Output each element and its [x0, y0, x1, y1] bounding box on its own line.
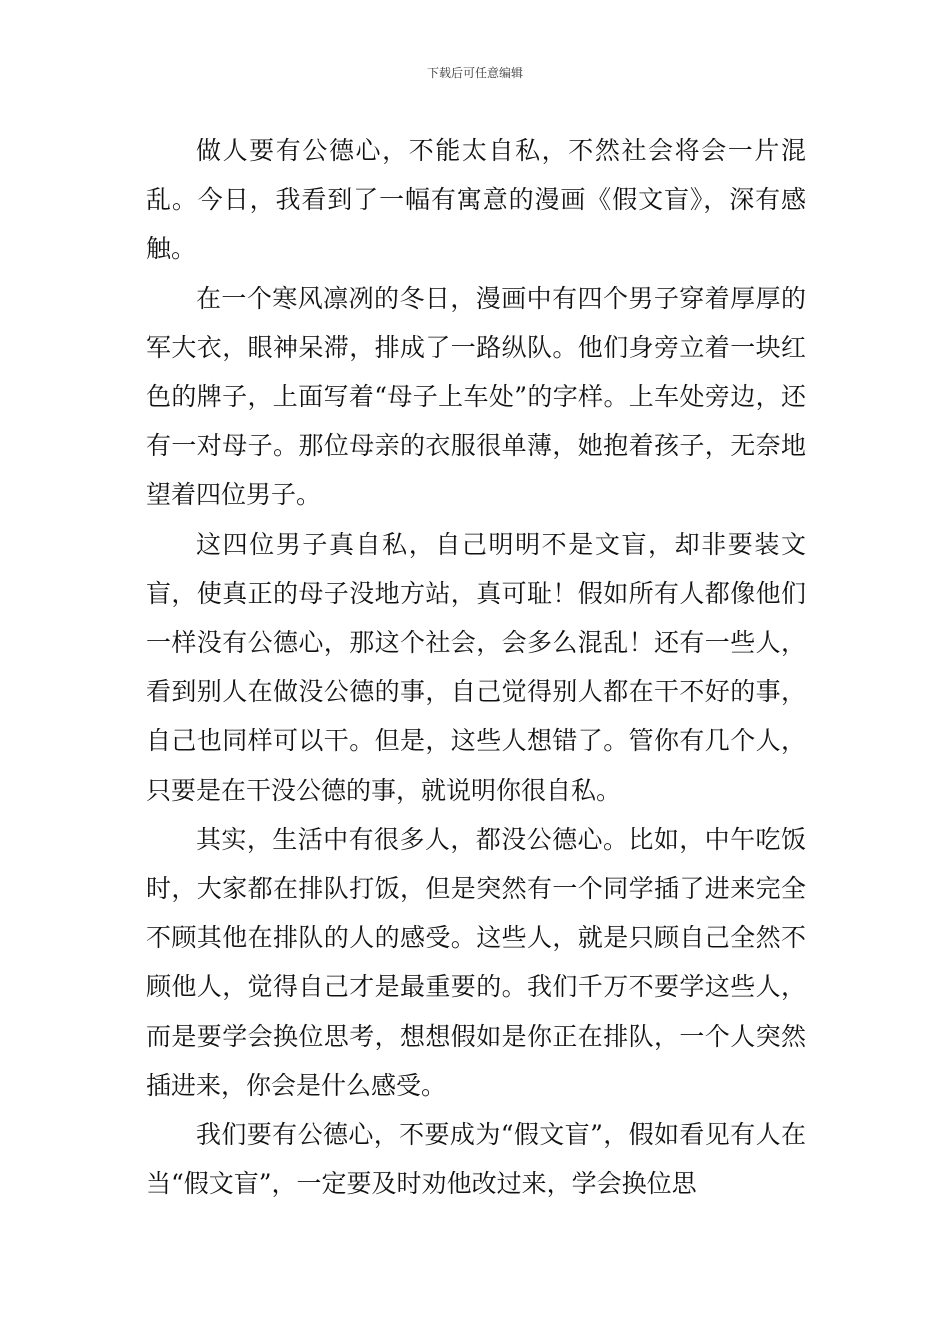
paragraph-5: 我们要有公德心，不要成为“假文盲”，假如看见有人在当“假文盲”，一定要及时劝他改过来，学会换位思	[146, 1120, 806, 1199]
document-body	[146, 126, 806, 1208]
paragraph-1: 做人要有公德心，不能太自私，不然社会将会一片混乱。今日，我看到了一幅有寓意的漫画《假文盲》，深有感触。	[146, 136, 806, 264]
paragraph-4: 其实，生活中有很多人，都没公德心。比如，中午吃饭时，大家都在排队打饭，但是突然有一个同学插了进来完全不顾其他在排队的人的感受。这些人，就是只顾自己全然不顾他人，觉得自己才是最重要的。我们千万不要学这些人，而是要学会换位思考，想想假如是你正在排队，一个人突然插进来，你会是什么感受。	[146, 824, 806, 1100]
page-header: 下载后可任意编辑	[426, 66, 523, 80]
paragraph-3: 这四位男子真自私，自己明明不是文盲，却非要装文盲，使真正的母子没地方站，真可耻！假如所有人都像他们一样没有公德心，那这个社会，会多么混乱！还有一些人，看到别人在做没公德的事，自己觉得别人都在干不好的事，自己也同样可以干。但是，这些人想错了。管你有几个人，只要是在干没公德的事，就说明你很自私。	[146, 529, 806, 805]
paragraph-2: 在一个寒风凛冽的冬日，漫画中有四个男子穿着厚厚的军大衣，眼神呆滞，排成了一路纵队。他们身旁立着一块红色的牌子，上面写着“母子上车处”的字样。上车处旁边，还有一对母子。那位母亲的衣服很单薄，她抱着孩子，无奈地望着四位男子。	[146, 283, 806, 510]
